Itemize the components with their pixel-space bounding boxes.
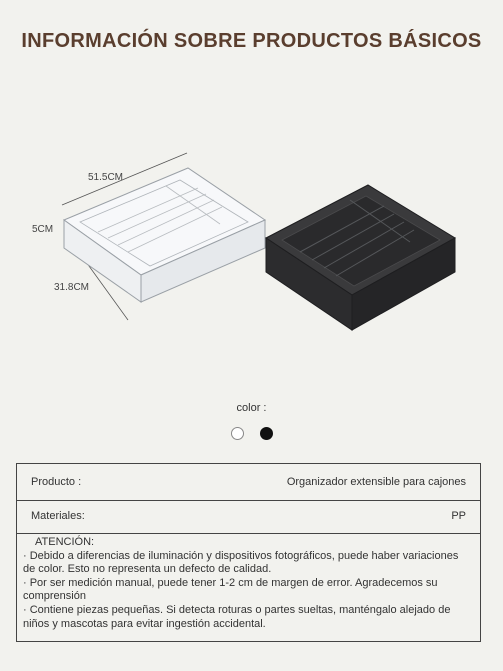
color-swatch-white[interactable] [231,427,244,440]
length-label: 51.5CM [88,172,124,183]
clear-organizer [64,168,265,302]
note-item: · Contiene piezas pequeñas. Si detecta roturas o partes sueltas, manténgalo alejado de niños y mascotas para evitar ingestión accidental. [23,603,451,630]
product-figure [0,130,503,350]
materials-key: Materiales: [31,510,85,522]
color-label: color : [236,402,267,414]
note-item: · Por ser medición manual, puede tener 1-2 cm de margen de error. Agradecemos su comprensión [23,576,438,603]
black-organizer [266,185,455,330]
color-swatch-black[interactable] [260,427,273,440]
width-label: 31.8CM [54,282,90,293]
table-row-materials [17,501,480,534]
product-key: Producto : [31,476,82,488]
materials-value: PP [451,510,466,522]
table-row-product [17,464,480,501]
attention-title: ATENCIÓN: [35,536,95,548]
product-value: Organizador extensible para cajones [286,476,466,488]
page-title: INFORMACIÓN SOBRE PRODUCTOS BÁSICOS [21,30,482,52]
product-info-table [16,463,481,642]
height-label: 5CM [32,224,54,235]
attention-notes [23,536,473,631]
product-illustration [0,130,503,350]
note-item: · Debido a diferencias de iluminación y dispositivos fotográficos, puede haber variaciones de color. Esto no representa un defecto de calidad. [23,549,459,576]
